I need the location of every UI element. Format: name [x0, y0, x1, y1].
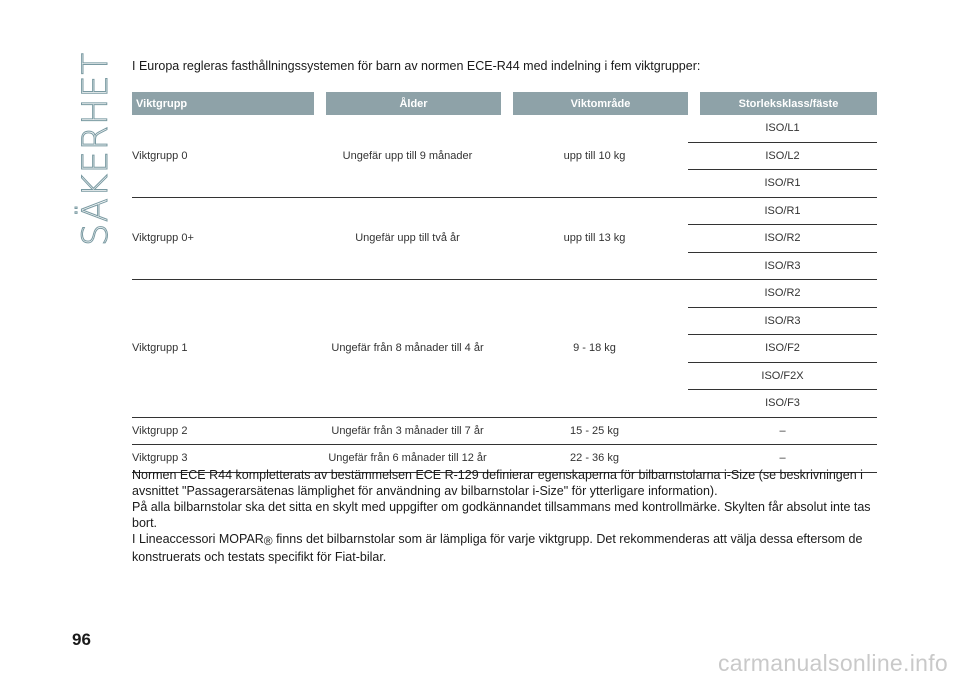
size-cell: ISO/R1 — [688, 170, 877, 198]
notes-section — [132, 467, 872, 565]
weight-cell: 15 - 25 kg — [501, 418, 688, 446]
page-number: 96 — [72, 630, 91, 649]
header-age: Ålder — [314, 92, 501, 115]
size-cell: ISO/R3 — [688, 308, 877, 336]
group-cell: Viktgrupp 1 — [132, 280, 314, 418]
size-cell: ISO/R1 — [688, 198, 877, 226]
age-cell: Ungefär från 3 månader till 7 år — [314, 418, 501, 446]
header-weight-group: Viktgrupp — [132, 92, 314, 115]
note-paragraph: Normen ECE R44 kompletterats av bestämmelsen ECE R-129 definierar egenskaperna för bilbarnstolarna i-Size (se beskrivningen i avsnittet "Passagerarsätenas lämplighet för användning av bilbarnstolar i-Size" för ytterligare information). — [132, 468, 863, 498]
weight-cell: upp till 10 kg — [501, 115, 688, 198]
intro-text: I Europa regleras fasthållningssystemen för barn av normen ECE-R44 med indelning i fem viktgrupper: — [132, 59, 701, 73]
table-row — [132, 115, 877, 143]
note-paragraph: På alla bilbarnstolar ska det sitta en skylt med uppgifter om godkännandet tillsammans med kontrollmärke. Skylten får absolut inte tas bort. — [132, 500, 871, 530]
weight-cell: upp till 13 kg — [501, 198, 688, 281]
registered-mark: ® — [263, 534, 273, 548]
size-cell: – — [688, 418, 877, 446]
table-row — [132, 198, 877, 226]
header-weight-range: Viktområde — [501, 92, 688, 115]
age-cell: Ungefär från 8 månader till 4 år — [314, 280, 501, 418]
table-header-row — [132, 92, 877, 115]
group-cell: Viktgrupp 2 — [132, 418, 314, 446]
age-cell: Ungefär upp till två år — [314, 198, 501, 281]
note-paragraph: I Lineaccessori MOPAR® finns det bilbarnstolar som är lämpliga för varje viktgrupp. Det rekommenderas att välja dessa eftersom de konstruerats och testats specifikt för Fiat-bilar. — [132, 532, 863, 564]
age-cell: Ungefär upp till 9 månader — [314, 115, 501, 198]
size-cell: ISO/L2 — [688, 143, 877, 171]
size-cell: ISO/L1 — [688, 115, 877, 143]
size-cell: ISO/F3 — [688, 390, 877, 418]
group-cell: Viktgrupp 0 — [132, 115, 314, 198]
group-cell: Viktgrupp 0+ — [132, 198, 314, 281]
size-cell: ISO/R2 — [688, 225, 877, 253]
size-cell: ISO/F2 — [688, 335, 877, 363]
header-size-class: Storleksklass/fäste — [688, 92, 877, 115]
size-cell: ISO/F2X — [688, 363, 877, 391]
size-cell: ISO/R3 — [688, 253, 877, 281]
watermark: carmanualsonline.info — [717, 650, 948, 676]
age-cell: Ungefär från 6 månader till 12 år — [314, 445, 501, 473]
size-cell: ISO/R2 — [688, 280, 877, 308]
size-cell: – — [688, 445, 877, 473]
table-row — [132, 280, 877, 308]
group-cell: Viktgrupp 3 — [132, 445, 314, 473]
section-title: SÄKERHET — [76, 52, 116, 247]
weight-cell: 22 - 36 kg — [501, 445, 688, 473]
weight-group-table — [132, 92, 877, 473]
table-row — [132, 418, 877, 446]
weight-cell: 9 - 18 kg — [501, 280, 688, 418]
